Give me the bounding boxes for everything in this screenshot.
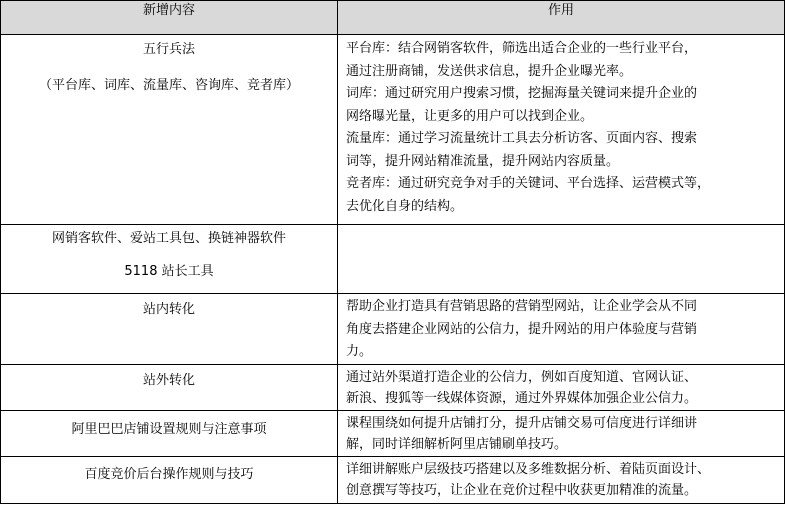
table-row — [1, 35, 785, 225]
row-topic-title: 站外转化 — [142, 373, 195, 388]
purpose-line: 新浪、搜狐等一线媒体资源，通过外界媒体加强企业公信力。 — [346, 391, 698, 406]
row-topic-title: 百度竞价后台操作规则与技巧 — [84, 467, 254, 482]
row-purpose-cell — [338, 294, 785, 365]
header-purpose: 作用 — [338, 1, 785, 35]
purpose-line: 详细讲解账户层级技巧搭建以及多维数据分析、着陆页面设计、 — [346, 462, 711, 477]
row-topic-subtitle: 5118 站长工具 — [124, 264, 214, 279]
row-purpose-cell — [338, 457, 785, 504]
table-row — [1, 225, 785, 294]
purpose-line: 网络曝光量，让更多的用户可以找到企业。 — [346, 108, 594, 124]
purpose-line: 力。 — [346, 344, 373, 359]
table-row — [1, 411, 785, 457]
row-purpose-cell — [338, 35, 785, 225]
row-topic-cell — [1, 225, 338, 294]
table-row — [1, 365, 785, 411]
row-topic-title: 网销客软件、爱站工具包、换链神器软件 — [51, 231, 286, 246]
row-purpose-cell — [338, 411, 785, 457]
purpose-line: 竞者库：通过研究竞争对手的关键词、平台选择、运营模式等， — [346, 176, 711, 191]
purpose-line: 通过站外渠道打造企业的公信力，例如百度知道、官网认证、 — [346, 370, 698, 385]
purpose-line: 流量库：通过学习流量统计工具去分析访客、页面内容、搜索 — [346, 131, 698, 146]
row-topic-cell — [1, 35, 338, 225]
row-topic-cell — [1, 411, 338, 457]
purpose-line: 通过注册商铺，发送供求信息，提升企业曝光率。 — [346, 63, 633, 79]
purpose-line: 词等，提升网站精准流量，提升网站内容质量。 — [346, 153, 620, 169]
purpose-line: 去优化自身的结构。 — [346, 198, 464, 214]
purpose-line: 平台库：结合网销客软件，筛选出适合企业的一些行业平台， — [346, 41, 698, 56]
purpose-line: 创意撰写等技巧，让企业在竞价过程中收获更加精准的流量。 — [346, 483, 698, 498]
row-topic-cell — [1, 457, 338, 504]
row-topic-title: 站内转化 — [142, 302, 195, 317]
header-new-content: 新增内容 — [1, 1, 338, 35]
row-topic-cell — [1, 365, 338, 411]
row-purpose-cell — [338, 365, 785, 411]
row-topic-cell — [1, 294, 338, 365]
purpose-line: 课程围绕如何提升店铺打分，提升店铺交易可信度进行详细讲 — [346, 416, 698, 431]
row-topic-title: 阿里巴巴店铺设置规则与注意事项 — [71, 422, 267, 437]
row-purpose-cell-empty — [338, 225, 785, 294]
purpose-line: 帮助企业打造具有营销思路的营销型网站，让企业学会从不同 — [346, 299, 698, 314]
table-row — [1, 457, 785, 504]
purpose-line: 角度去搭建企业网站的公信力，提升网站的用户体验度与营销 — [346, 321, 698, 337]
purpose-line: 解，同时详细解析阿里店铺刷单技巧。 — [346, 437, 568, 452]
row-topic-title: 五行兵法 — [142, 42, 195, 57]
row-topic-subtitle: （平台库、词库、流量库、咨询库、竞者库） — [38, 78, 299, 93]
header-row — [1, 1, 785, 35]
table-row — [1, 294, 785, 365]
purpose-line: 词库：通过研究用户搜索习惯，挖掘海量关键词来提升企业的 — [346, 86, 698, 101]
